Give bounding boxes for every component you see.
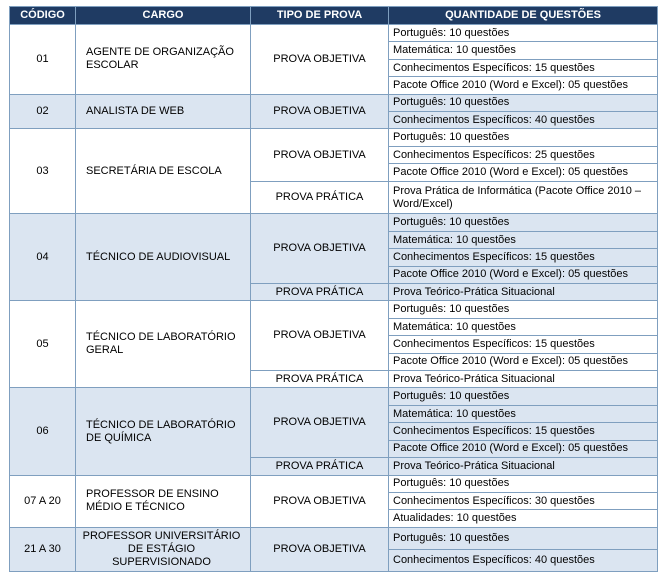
tipo-de-prova-cell: PROVA OBJETIVA — [251, 214, 389, 284]
questoes-cell: Português: 10 questões — [389, 94, 658, 111]
table-row — [10, 25, 658, 42]
tipo-de-prova-cell: PROVA OBJETIVA — [251, 94, 389, 129]
questoes-cell: Pacote Office 2010 (Word e Excel): 05 questões — [389, 164, 658, 181]
tipo-de-prova-cell: PROVA PRÁTICA — [251, 181, 389, 214]
cargo-cell: PROFESSOR UNIVERSITÁRIO DE ESTÁGIO SUPERVISIONADO — [76, 527, 251, 571]
cargo-cell: TÉCNICO DE LABORATÓRIO GERAL — [76, 301, 251, 388]
questoes-cell: Pacote Office 2010 (Word e Excel): 05 questões — [389, 353, 658, 370]
cargo-cell: TÉCNICO DE AUDIOVISUAL — [76, 214, 251, 301]
questoes-cell: Português: 10 questões — [389, 527, 658, 550]
questoes-cell: Conhecimentos Específicos: 25 questões — [389, 146, 658, 163]
questoes-cell: Prova Teórico-Prática Situacional — [389, 284, 658, 301]
questoes-cell: Português: 10 questões — [389, 475, 658, 492]
codigo-cell: 21 A 30 — [10, 527, 76, 571]
questoes-cell: Português: 10 questões — [389, 214, 658, 231]
questoes-cell: Português: 10 questões — [389, 25, 658, 42]
questoes-cell: Matemática: 10 questões — [389, 231, 658, 248]
questoes-cell: Matemática: 10 questões — [389, 405, 658, 422]
codigo-cell: 07 A 20 — [10, 475, 76, 527]
codigo-cell: 06 — [10, 388, 76, 475]
questoes-cell: Conhecimentos Específicos: 40 questões — [389, 550, 658, 572]
questoes-cell: Português: 10 questões — [389, 388, 658, 405]
questoes-cell: Pacote Office 2010 (Word e Excel): 05 questões — [389, 77, 658, 94]
questoes-cell: Conhecimentos Específicos: 30 questões — [389, 492, 658, 509]
codigo-cell: 01 — [10, 25, 76, 95]
tipo-de-prova-cell: PROVA OBJETIVA — [251, 388, 389, 458]
questoes-cell: Atualidades: 10 questões — [389, 510, 658, 527]
table-row — [10, 527, 658, 550]
table-body — [10, 25, 658, 572]
table-row — [10, 214, 658, 231]
questoes-cell: Pacote Office 2010 (Word e Excel): 05 questões — [389, 440, 658, 457]
questoes-cell: Matemática: 10 questões — [389, 42, 658, 59]
table-row — [10, 94, 658, 111]
cargo-cell: PROFESSOR DE ENSINO MÉDIO E TÉCNICO — [76, 475, 251, 527]
table-row — [10, 129, 658, 146]
questoes-cell: Prova Teórico-Prática Situacional — [389, 458, 658, 475]
table-row — [10, 301, 658, 318]
questoes-cell: Conhecimentos Específicos: 15 questões — [389, 59, 658, 76]
tipo-de-prova-cell: PROVA PRÁTICA — [251, 458, 389, 475]
tipo-de-prova-cell: PROVA PRÁTICA — [251, 284, 389, 301]
tipo-de-prova-cell: PROVA OBJETIVA — [251, 301, 389, 371]
questoes-cell: Prova Prática de Informática (Pacote Office 2010 – Word/Excel) — [389, 181, 658, 214]
codigo-cell: 04 — [10, 214, 76, 301]
tipo-de-prova-cell: PROVA OBJETIVA — [251, 25, 389, 95]
cargo-cell: SECRETÁRIA DE ESCOLA — [76, 129, 251, 214]
codigo-cell: 05 — [10, 301, 76, 388]
codigo-cell: 02 — [10, 94, 76, 129]
questoes-cell: Conhecimentos Específicos: 15 questões — [389, 336, 658, 353]
codigo-cell: 03 — [10, 129, 76, 214]
questoes-cell: Português: 10 questões — [389, 301, 658, 318]
questoes-cell: Matemática: 10 questões — [389, 318, 658, 335]
cargo-cell: AGENTE DE ORGANIZAÇÃO ESCOLAR — [76, 25, 251, 95]
tipo-de-prova-cell: PROVA OBJETIVA — [251, 475, 389, 527]
tipo-de-prova-cell: PROVA PRÁTICA — [251, 371, 389, 388]
header-quantidade-de-questoes: QUANTIDADE DE QUESTÕES — [389, 7, 658, 25]
table-row — [10, 388, 658, 405]
table-row — [10, 475, 658, 492]
header-codigo: CÓDIGO — [10, 7, 76, 25]
tipo-de-prova-cell: PROVA OBJETIVA — [251, 129, 389, 181]
questoes-cell: Conhecimentos Específicos: 15 questões — [389, 249, 658, 266]
exam-table — [9, 6, 658, 572]
questoes-cell: Conhecimentos Específicos: 40 questões — [389, 112, 658, 129]
questoes-cell: Português: 10 questões — [389, 129, 658, 146]
table-header-row — [10, 7, 658, 25]
tipo-de-prova-cell: PROVA OBJETIVA — [251, 527, 389, 571]
header-cargo: CARGO — [76, 7, 251, 25]
questoes-cell: Prova Teórico-Prática Situacional — [389, 371, 658, 388]
header-tipo-de-prova: TIPO DE PROVA — [251, 7, 389, 25]
questoes-cell: Pacote Office 2010 (Word e Excel): 05 questões — [389, 266, 658, 283]
cargo-cell: ANALISTA DE WEB — [76, 94, 251, 129]
questoes-cell: Conhecimentos Específicos: 15 questões — [389, 423, 658, 440]
cargo-cell: TÉCNICO DE LABORATÓRIO DE QUÍMICA — [76, 388, 251, 475]
